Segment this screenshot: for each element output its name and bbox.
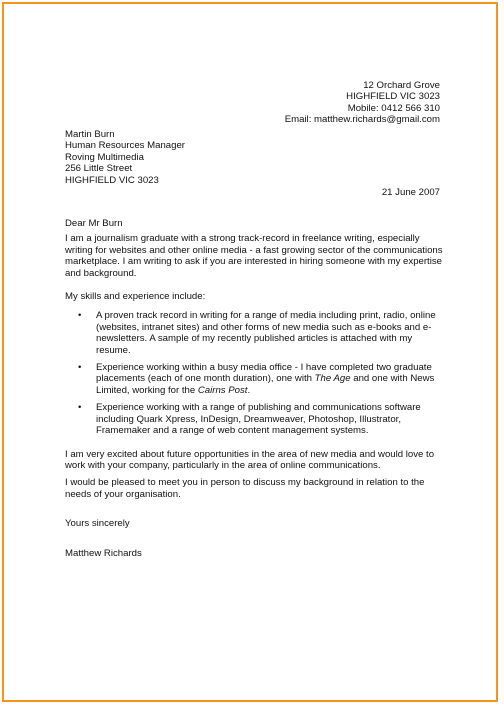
signature-name: Matthew Richards — [65, 547, 142, 559]
sender-email: Email: matthew.richards@gmail.com — [284, 114, 440, 126]
letter-body — [65, 218, 445, 559]
list-item — [65, 402, 445, 436]
sender-address-block — [285, 80, 440, 126]
closing-paragraph-1: I am very excited about future opportunities in the area of new media and would love to work with your company, particularly in the area of online communications. — [65, 448, 435, 471]
recipient-city: HIGHFIELD VIC 3023 — [65, 174, 159, 186]
skills-heading: My skills and experience include: — [65, 291, 206, 303]
skill-text: A proven track record in writing for a range of media including print, radio, online (websites, intranet sites) and other forms of new media such as e-books and e-newsletters. A sample of my recently published articles is attached with my resume. — [96, 310, 436, 356]
recipient-address-block — [65, 129, 185, 186]
skill-emphasis-the-age: The Age — [314, 373, 351, 385]
skills-list — [65, 310, 445, 436]
bullet-icon: • — [78, 402, 82, 414]
salutation: Dear Mr Burn — [65, 218, 123, 229]
sender-address-line1: 12 Orchard Grove — [363, 80, 440, 91]
sender-address-line2: HIGHFIELD VIC 3023 — [346, 91, 440, 103]
skill-emphasis-cairns-post: Cairns Post — [197, 384, 248, 396]
skill-text: Experience working with a range of publishing and communications software including Quark Xpress, InDesign, Dreamweaver, Photoshop, Illustrator, Framemaker and a range of web content management systems. — [96, 402, 421, 437]
recipient-name: Martin Burn — [65, 129, 115, 140]
intro-paragraph: I am a journalism graduate with a strong track-record in freelance writing, especially writing for websites and other online media - a fast growing sector of the communications marketplace. I am writing to ask if you are interested in hiring someone with my expertise and background. — [65, 233, 443, 279]
skill-text-part3: . — [247, 384, 251, 396]
letter-date: 21 June 2007 — [381, 187, 440, 198]
recipient-company: Roving Multimedia — [65, 151, 144, 163]
sign-off: Yours sincerely — [65, 518, 130, 530]
bullet-icon: • — [78, 362, 82, 374]
list-item — [65, 362, 445, 396]
recipient-street: 256 Little Street — [65, 163, 133, 175]
bullet-icon: • — [78, 310, 82, 322]
recipient-title: Human Resources Manager — [65, 140, 185, 152]
skill-text-part2: and one with News Limited, working for the — [96, 373, 435, 396]
sender-mobile: Mobile: 0412 566 310 — [347, 102, 440, 114]
closing-paragraph-2: I would be pleased to meet you in person to discuss my background in relation to the needs of your organisation. — [65, 477, 425, 500]
letter-page — [2, 2, 498, 702]
skill-text-part1: Experience working within a busy media office - I have completed two graduate placements (each of one month duration), one with — [96, 362, 432, 385]
list-item — [65, 310, 445, 356]
